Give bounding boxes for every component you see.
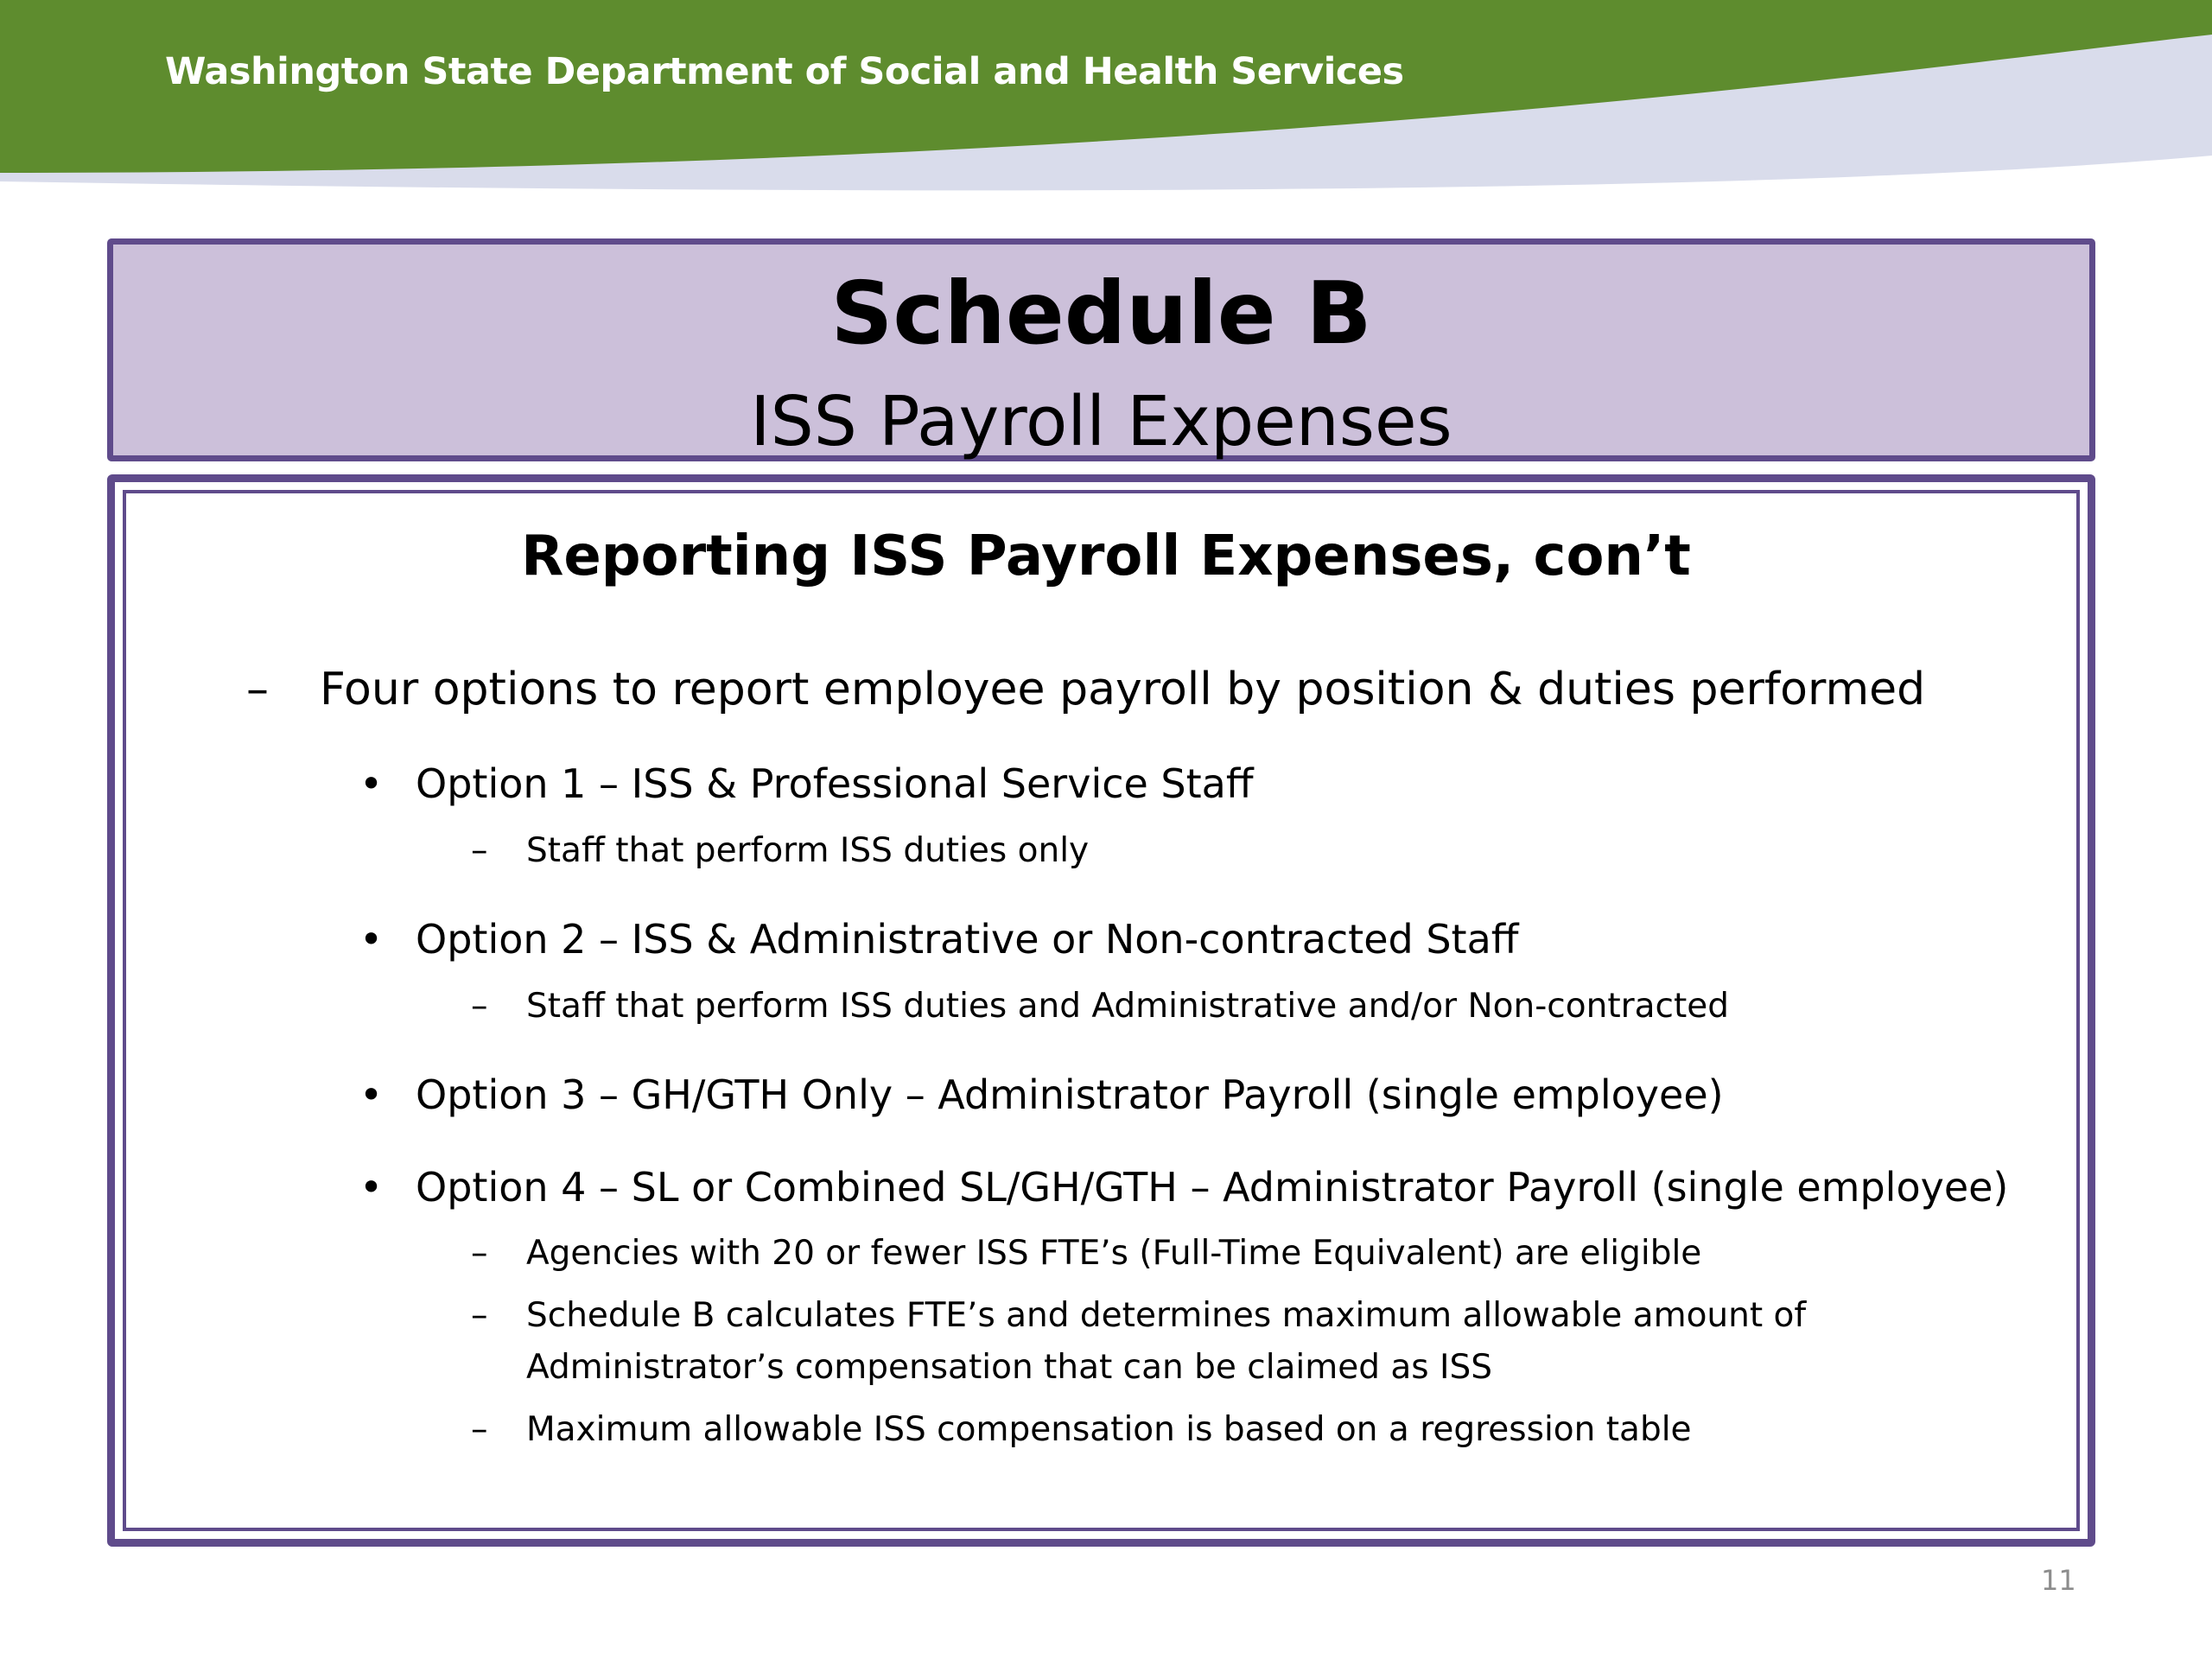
option-4-detail-2: Schedule B calculates FTE’s and determines maximum allowable amount of bbox=[526, 1296, 1807, 1335]
slide-subtitle: ISS Payroll Expenses bbox=[750, 382, 1452, 461]
option-4-bullet: • bbox=[359, 1164, 384, 1211]
option-3-bullet: • bbox=[359, 1071, 384, 1118]
option-2-label: Option 2 – ISS & Administrative or Non-contracted Staff bbox=[416, 916, 1519, 963]
intro-dash: – bbox=[246, 664, 269, 715]
option-1-bullet: • bbox=[359, 760, 384, 807]
slide-title: Schedule B bbox=[830, 263, 1372, 364]
option-2-detail-1-dash: – bbox=[471, 987, 488, 1026]
content-heading: Reporting ISS Payroll Expenses, con’t bbox=[521, 524, 1691, 588]
option-2-detail-1: Staff that perform ISS duties and Administrative and/or Non-contracted bbox=[526, 987, 1730, 1026]
option-4-detail-2-continuation: Administrator’s compensation that can be claimed as ISS bbox=[526, 1348, 1493, 1387]
option-2-bullet: • bbox=[359, 916, 384, 963]
option-4-detail-1: Agencies with 20 or fewer ISS FTE’s (Full-Time Equivalent) are eligible bbox=[526, 1234, 1702, 1273]
option-1-label: Option 1 – ISS & Professional Service Staff bbox=[416, 760, 1254, 807]
option-3-label: Option 3 – GH/GTH Only – Administrator Payroll (single employee) bbox=[416, 1071, 1724, 1118]
intro-text: Four options to report employee payroll by position & duties performed bbox=[320, 664, 1926, 715]
header-banner bbox=[0, 0, 2212, 207]
option-1-detail-1-dash: – bbox=[471, 831, 488, 870]
option-4-label: Option 4 – SL or Combined SL/GH/GTH – Administrator Payroll (single employee) bbox=[416, 1164, 2009, 1211]
option-4-detail-1-dash: – bbox=[471, 1234, 488, 1273]
organization-name: Washington State Department of Social and Health Services bbox=[165, 50, 1404, 93]
option-1-detail-1: Staff that perform ISS duties only bbox=[526, 831, 1090, 870]
option-4-detail-2-dash: – bbox=[471, 1296, 488, 1335]
option-4-detail-3: Maximum allowable ISS compensation is based on a regression table bbox=[526, 1410, 1692, 1449]
page-number: 11 bbox=[2041, 1564, 2076, 1597]
option-4-detail-3-dash: – bbox=[471, 1410, 488, 1449]
title-box bbox=[107, 238, 2095, 461]
